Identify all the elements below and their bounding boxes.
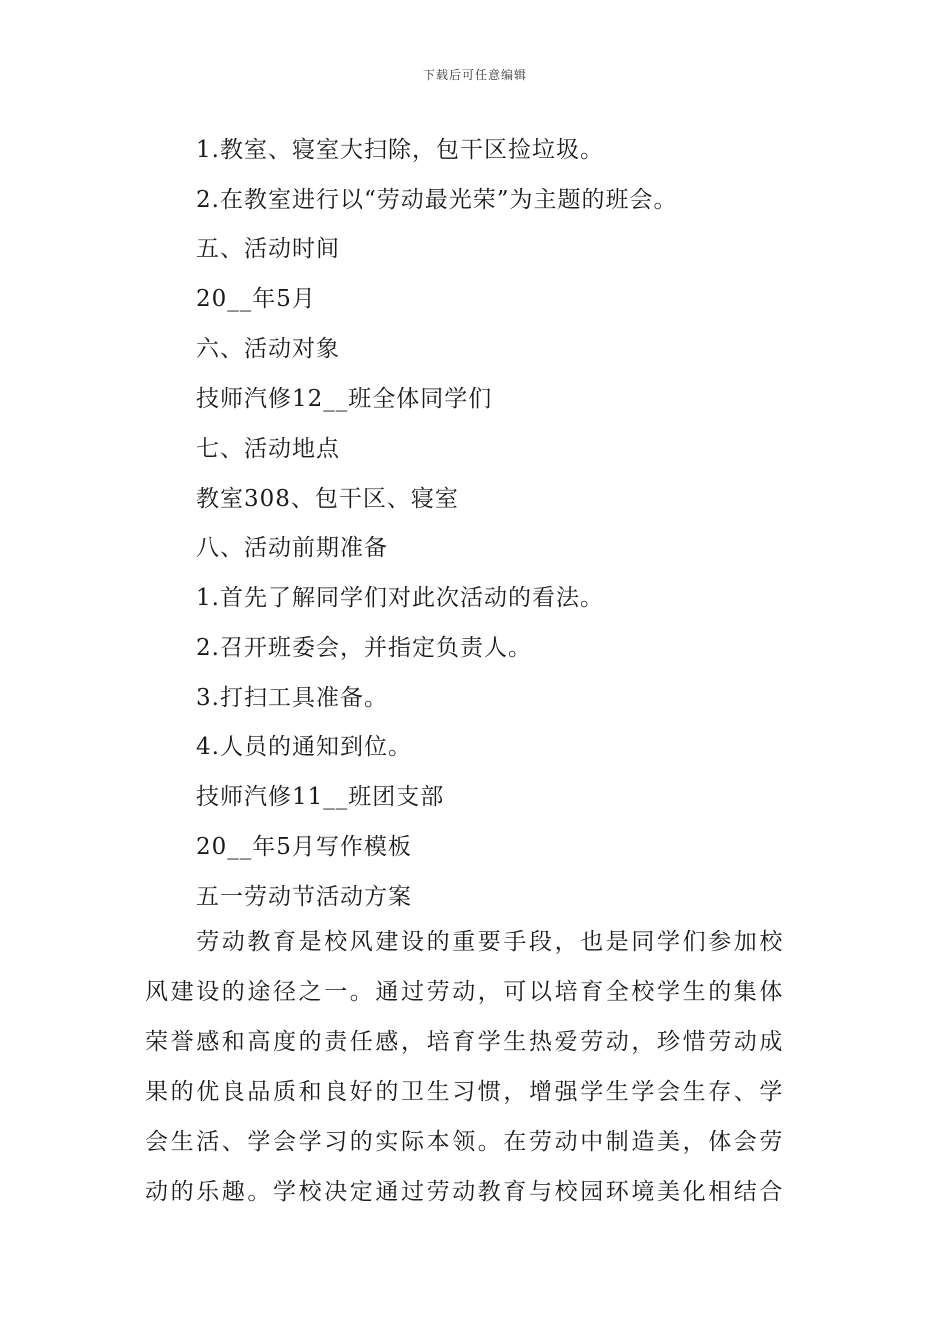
document-title: 五一劳动节活动方案	[196, 884, 412, 910]
text-line: 2.在教室进行以“劳动最光荣”为主题的班会。	[196, 187, 678, 213]
signature-line: 技师汽修11__班团支部	[196, 784, 445, 810]
text-line: 20__年5月	[196, 286, 316, 312]
section-heading: 七、活动地点	[196, 436, 340, 462]
section-heading: 五、活动时间	[196, 236, 340, 262]
header-note: 下载后可任意编辑	[422, 68, 527, 82]
text-line: 1.教室、寝室大扫除，包干区捡垃圾。	[196, 137, 604, 163]
section-heading: 六、活动对象	[196, 336, 340, 362]
text-line: 3.打扫工具准备。	[196, 685, 388, 711]
text-line: 技师汽修12__班全体同学们	[196, 386, 493, 412]
paragraph-row: 动的乐趣。学校决定通过劳动教育与校园环境美化相结合	[145, 1179, 785, 1205]
paragraph-row: 会生活、学会学习的实际本领。在劳动中制造美，体会劳	[145, 1129, 785, 1155]
date-line: 20__年5月写作模板	[196, 834, 412, 860]
text-line: 教室308、包干区、寝室	[196, 486, 459, 512]
paragraph-row: 果的优良品质和良好的卫生习惯，增强学生学会生存、学	[145, 1079, 785, 1105]
text-line: 1.首先了解同学们对此次活动的看法。	[196, 585, 604, 611]
paragraph-row: 劳动教育是校风建设的重要手段，也是同学们参加校	[145, 929, 785, 955]
paragraph-row: 荣誉感和高度的责任感，培育学生热爱劳动，珍惜劳动成	[145, 1029, 785, 1055]
paragraph-row: 风建设的途径之一。通过劳动，可以培育全校学生的集体	[145, 979, 785, 1005]
body-paragraph	[145, 917, 810, 1217]
section-heading: 八、活动前期准备	[196, 535, 388, 561]
text-line: 4.人员的通知到位。	[196, 734, 412, 760]
text-line: 2.召开班委会，并指定负责人。	[196, 635, 532, 661]
